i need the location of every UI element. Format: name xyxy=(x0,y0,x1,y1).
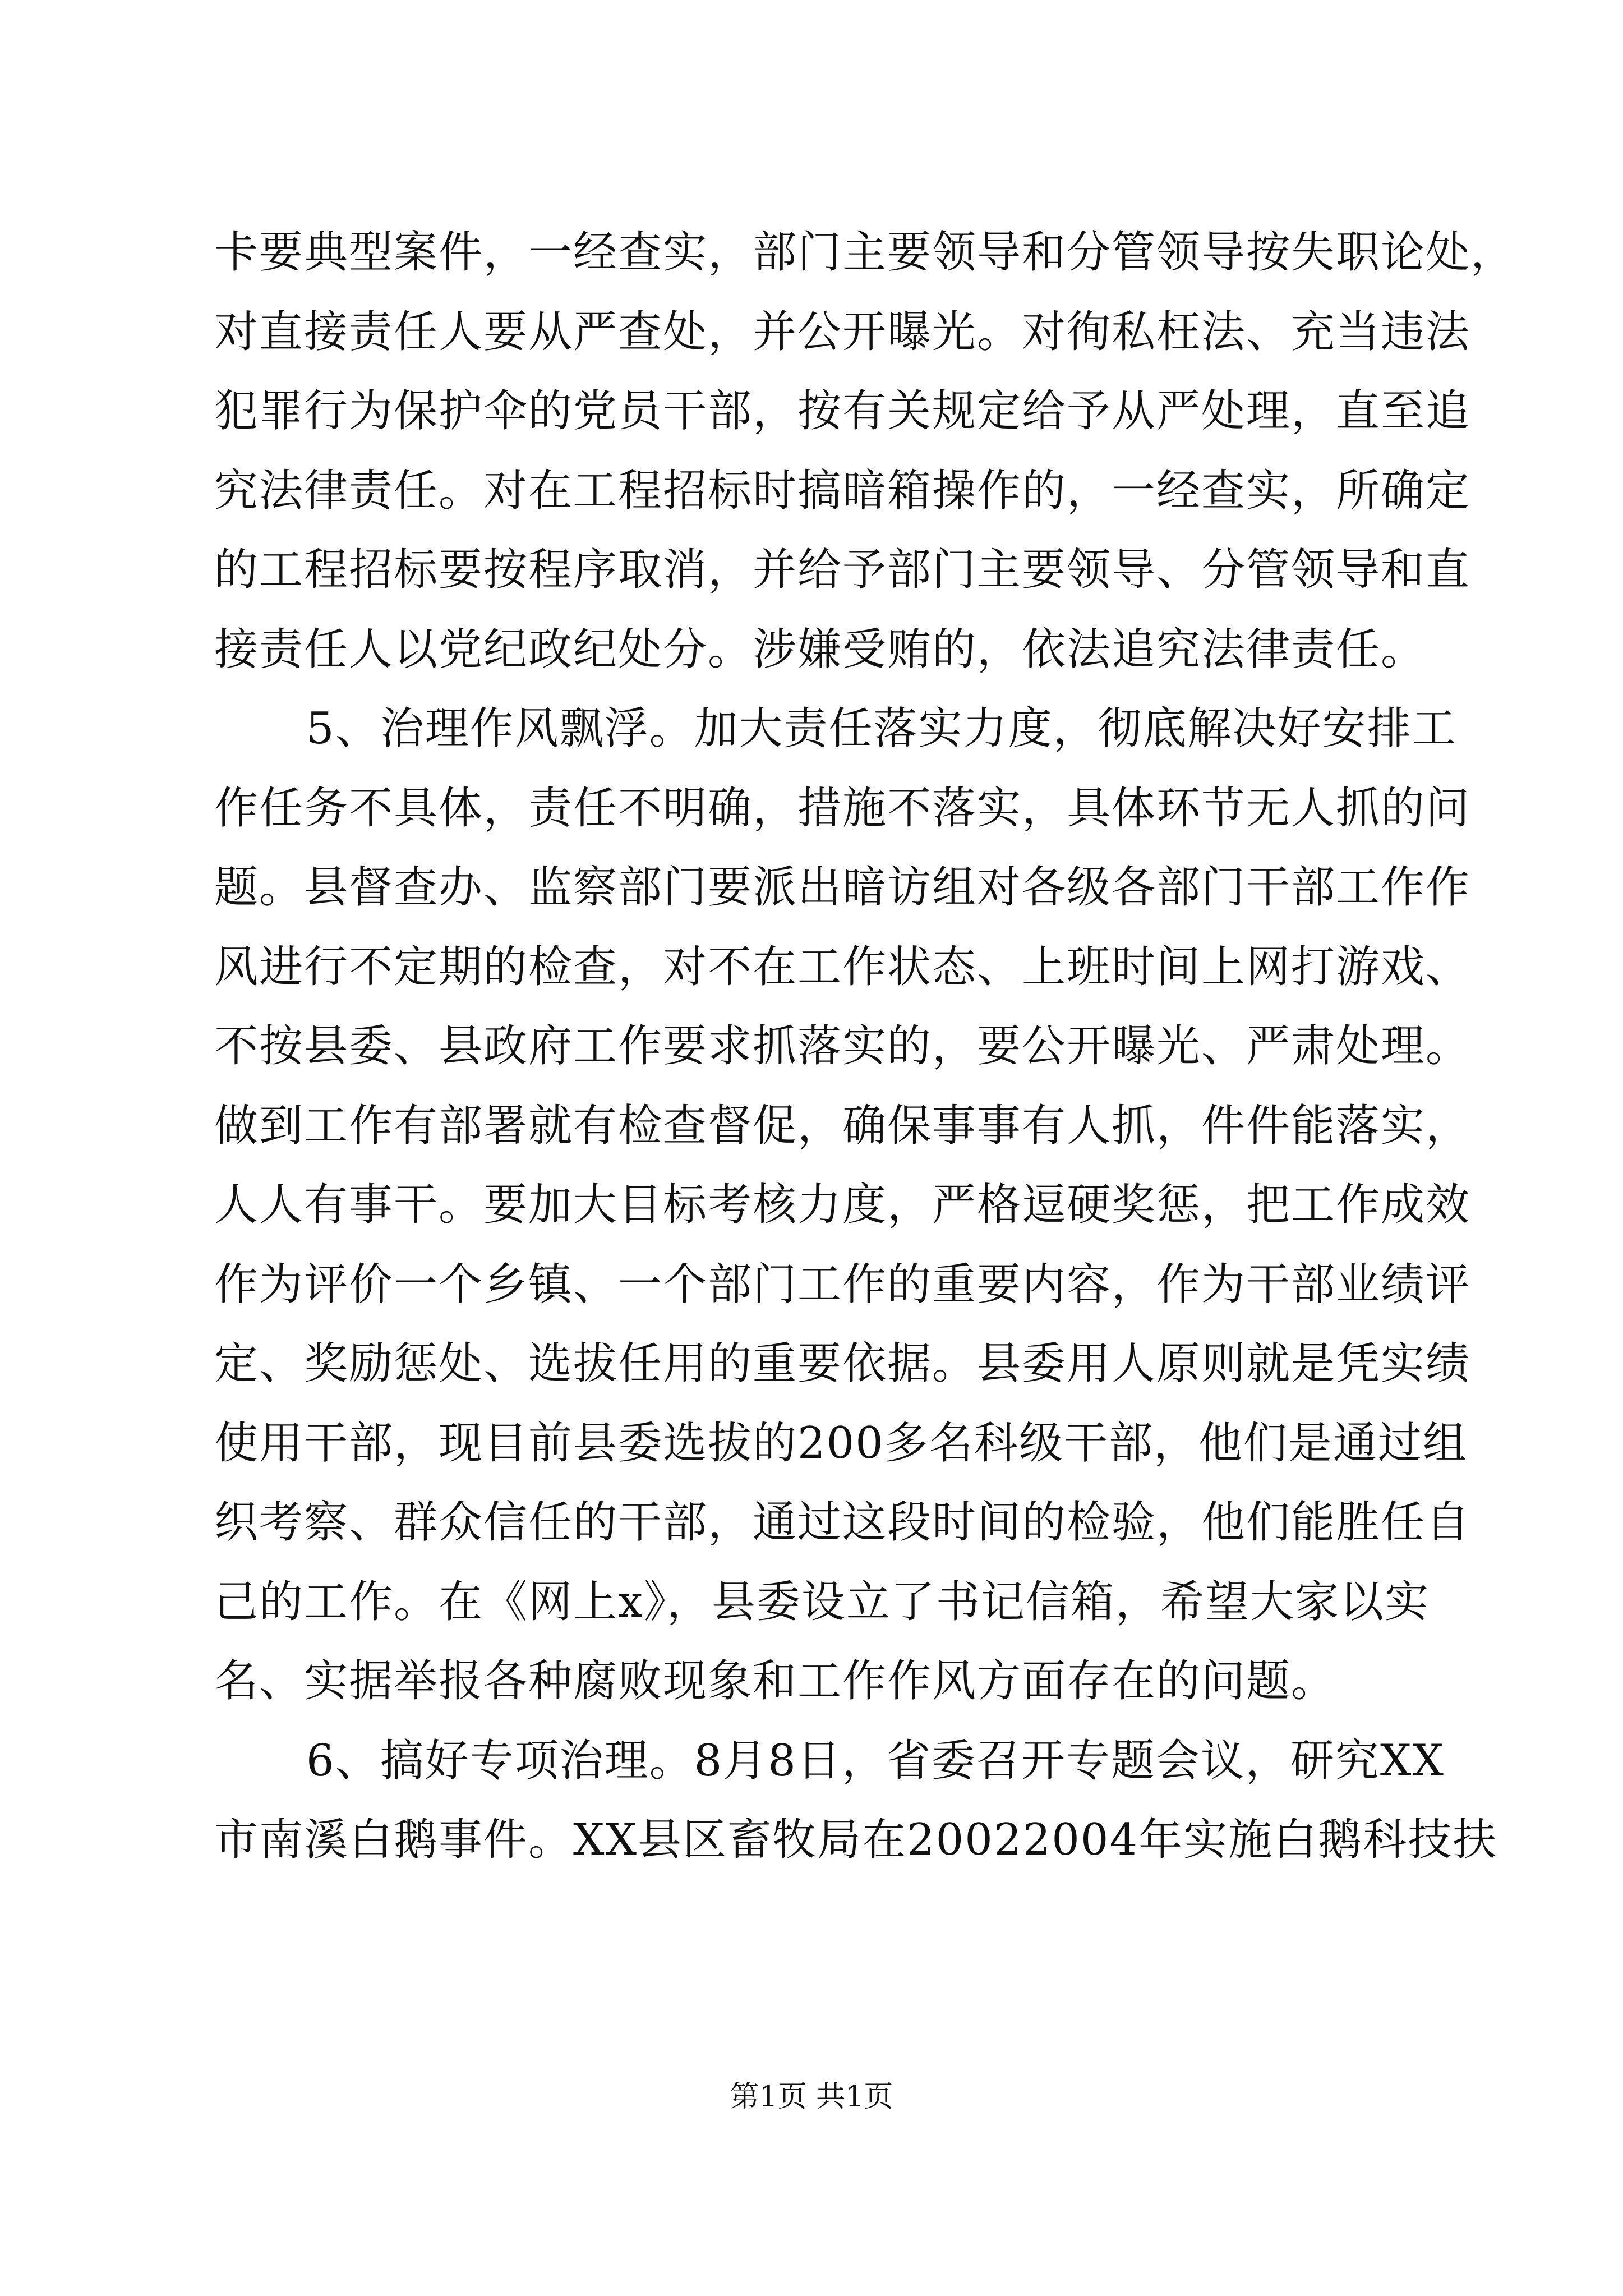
text-line: 风进行不定期的检查，对不在工作状态、上班时间上网打游戏、 xyxy=(214,941,1471,992)
text-line: 人人有事干。要加大目标考核力度，严格逗硬奖惩，把工作成效 xyxy=(214,1180,1471,1230)
text-line: 卡要典型案件，一经查实，部门主要领导和分管领导按失职论处， xyxy=(214,227,1516,278)
text-line: 的工程招标要按程序取消，并给予部门主要领导、分管领导和直 xyxy=(214,545,1471,595)
body-text xyxy=(214,213,1516,1880)
text-line: 题。县督查办、监察部门要派出暗访组对各级各部门干部工作作 xyxy=(214,862,1471,913)
text-line: 对直接责任人要从严查处，并公开曝光。对徇私枉法、充当违法 xyxy=(214,306,1471,357)
page-number-label: 第1页 共1页 xyxy=(730,2080,893,2114)
text-line: 做到工作有部署就有检查督促，确保事事有人抓，件件能落实， xyxy=(214,1100,1471,1151)
text-line: 究法律责任。对在工程招标时搞暗箱操作的，一经查实，所确定 xyxy=(214,465,1471,516)
text-line: 作为评价一个乡镇、一个部门工作的重要内容，作为干部业绩评 xyxy=(214,1259,1471,1310)
text-line: 织考察、群众信任的干部，通过这段时间的检验，他们能胜任自 xyxy=(214,1497,1471,1548)
text-line: 作任务不具体，责任不明确，措施不落实，具体环节无人抓的问 xyxy=(214,783,1471,834)
text-line: 名、实据举报各种腐败现象和工作作风方面存在的问题。 xyxy=(214,1656,1336,1706)
text-line: 市南溪白鹅事件。XX县区畜牧局在20022004年实施白鹅科技扶 xyxy=(214,1815,1498,1865)
text-line: 使用干部，现目前县委选拔的200多名科级干部，他们是通过组 xyxy=(214,1418,1468,1469)
paragraph-start-line: 5、治理作风飘浮。加大责任落实力度，彻底解决好安排工 xyxy=(306,703,1457,754)
text-line: 定、奖励惩处、选拔任用的重要依据。县委用人原则就是凭实绩 xyxy=(214,1338,1471,1389)
page-footer xyxy=(0,2080,1623,2114)
text-line: 己的工作。在《网上x》，县委设立了书记信箱，希望大家以实 xyxy=(214,1576,1430,1627)
text-line: 不按县委、县政府工作要求抓落实的，要公开曝光、严肃处理。 xyxy=(214,1021,1471,1071)
paragraph-start-line: 6、搞好专项治理。8月8日，省委召开专题会议，研究XX xyxy=(306,1735,1445,1786)
text-line: 犯罪行为保护伞的党员干部，按有关规定给予从严处理，直至追 xyxy=(214,386,1471,436)
text-line: 接责任人以党纪政纪处分。涉嫌受贿的，依法追究法律责任。 xyxy=(214,624,1426,675)
